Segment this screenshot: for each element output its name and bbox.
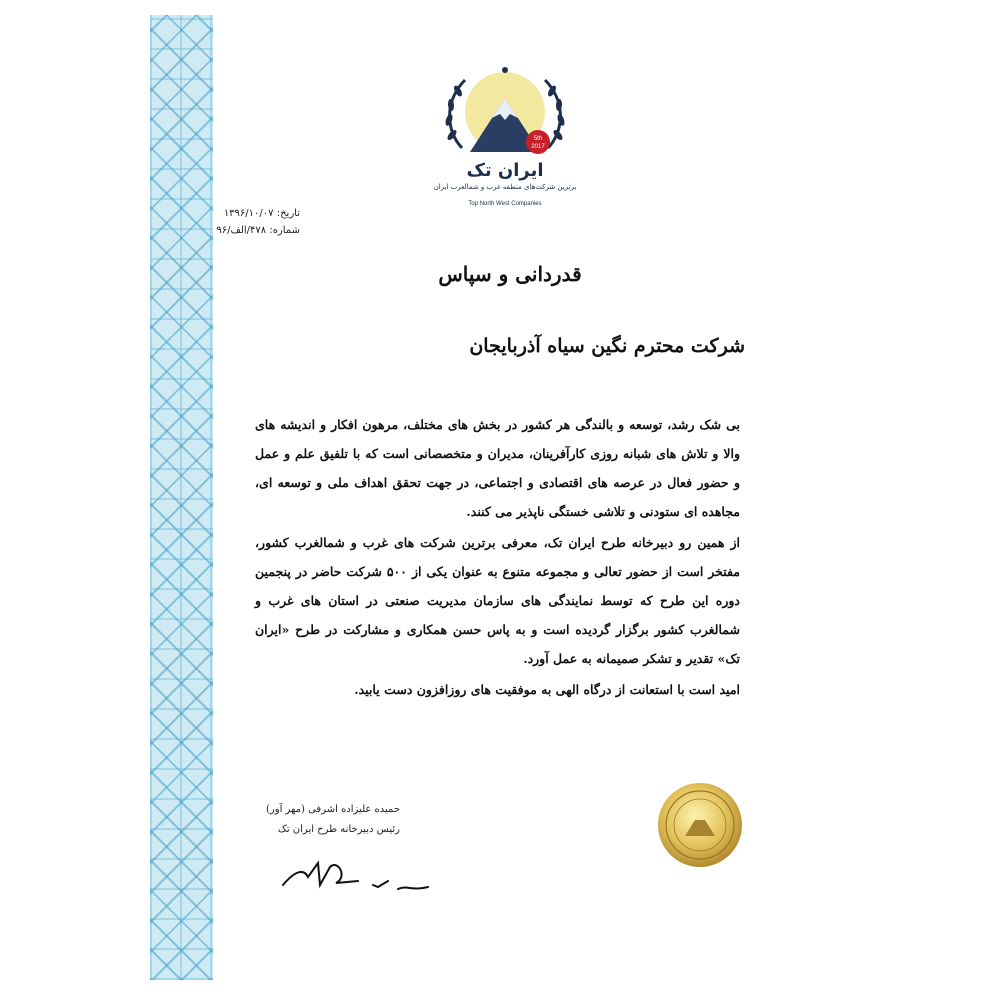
svg-text:2017: 2017 [531,144,545,150]
svg-text:5th: 5th [533,136,543,142]
handwritten-signature [278,855,438,900]
signer-block [220,800,400,840]
number-row [210,222,300,239]
document-title: قدردانی و سپاس [438,262,582,286]
iran-tech-logo [430,60,580,210]
logo-name: ایران تک [466,160,544,181]
logo-english-name: Top North West Companies [468,201,542,207]
document-meta [210,205,300,239]
date-label: تاریخ: [276,208,300,219]
body-paragraph: از همین رو دبیرخانه طرح ایران تک، معرفی برترین شرکت های غرب و شمالغرب کشور، مفتخر است از حضور تعالی و مجموعه متنوع به عنوان یکی از ۵۰۰ شرکت حاضر در پنجمین دوره این طرح که توسط نمایندگی های سازمان مدیریت صنعتی در استان های غرب و شمالغرب کشور برگزار گردیده است و به پاس حسن همکاری و مشارکت در طرح «ایران تک» تقدیر و تشکر صمیمانه به عمل آورد. [255,535,740,666]
date-row [210,205,300,222]
recipient: شرکت محترم نگین سیاه آذربایجان [469,335,745,357]
date-value: ۱۳۹۶/۱۰/۰۷ [223,208,274,219]
signer-name: حمیده علیزاده اشرفی (مهر آور) [266,804,400,815]
logo-tagline: برترین شرکت‌های منطقه غرب و شمالغرب ایران [433,183,577,191]
body-paragraph: بی شک رشد، توسعه و بالندگی هر کشور در بخش های مختلف، مرهون افکار و اندیشه های والا و تلاش های شبانه روزی کارآفرینان، مدیران و متخصصانی است که با تلفیق علم و عمل و حضور فعال در عرصه های اقتصادی و اجتماعی، در جهت تحقق اهداف ملی و توسعه ای، مجاهده ای ستودنی و تلاشی خستگی ناپذیر می کنند. [255,417,740,519]
decorative-border [150,15,213,980]
number-value: ۴۷۸/الف/۹۶ [216,225,267,236]
logo-emblem-icon [430,60,580,165]
letter-body [255,410,740,706]
number-label: شماره: [269,225,300,236]
body-paragraph: امید است با استعانت از درگاه الهی به موفقیت های روزافزون دست یابید. [354,682,740,697]
signer-role: رئیس دبیرخانه طرح ایران تک [277,824,400,835]
golden-seal-icon [655,780,745,870]
